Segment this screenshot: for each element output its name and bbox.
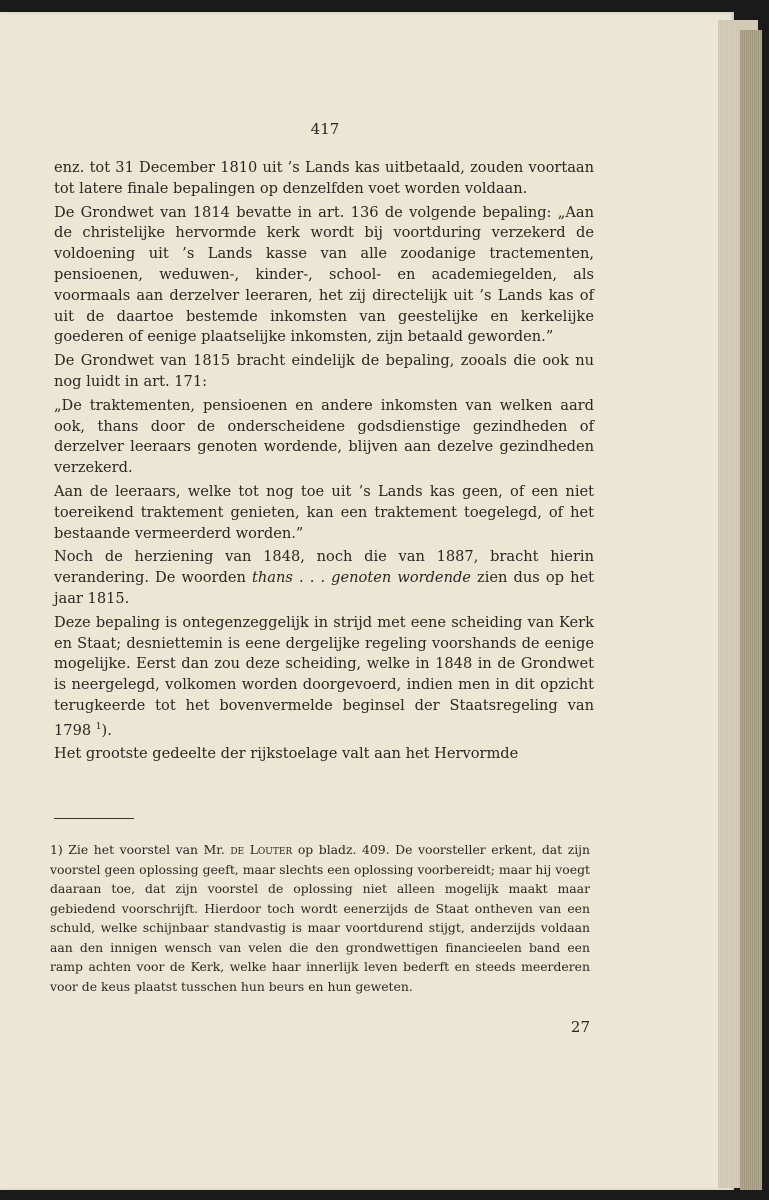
italic-text: thans . . . genoten wordende <box>252 569 471 587</box>
paragraph <box>54 613 594 742</box>
paragraph: enz. tot 31 December 1810 uit ’s Lands kas uitbetaald, zouden voortaan tot latere finale bepalingen op denzelfden voet worden voldaan. <box>54 159 594 197</box>
signature-mark: 27 <box>570 1018 590 1036</box>
footnote-marker: 1) <box>50 842 63 857</box>
text-run: Zie het voorstel van Mr. <box>62 842 231 857</box>
paragraph: De Grondwet van 1815 bracht eindelijk de bepaling, zooals die ook nu nog luidt in art. 171: <box>54 352 594 390</box>
paragraph: Het grootste gedeelte der rijkstoelage valt aan het Hervormde <box>54 745 519 763</box>
page-edge-dark <box>740 30 762 1190</box>
paragraph: De Grondwet van 1814 bevatte in art. 136 de volgende bepaling: „Aan de christelijke hervormde kerk wordt bij voortduring verzekerd de voldoening uit ’s Lands kasse van alle zoodanige tractementen, pensioenen, weduwen-, kinder-, school- en academiegelden, als voormaals aan derzelver leeraren, het zij directelijk uit ’s Lands kas of uit de daartoe bestemde inkomsten van geestelijke en kerkelijke goederen of eenige plaatselijke inkomsten, zijn betaald geworden.” <box>54 203 594 346</box>
footnote <box>50 840 590 996</box>
footnote-divider <box>54 818 134 819</box>
author-name: de Louter <box>230 842 293 857</box>
paragraph <box>54 547 594 609</box>
paragraph: „De traktementen, pensioenen en andere inkomsten van welken aard ook, thans door de onderscheidene godsdienstige gezindheden of derzelver leeraars genoten wordende, blijven aan dezelve gezindheden verzekerd. <box>54 396 594 477</box>
body-text <box>54 158 594 765</box>
text-run: op bladz. 409. De voorsteller erkent, dat zijn voorstel geen oplossing geeft, maar slechts een oplossing voorbereidt; maar hij voegt daaraan toe, dat zijn voorstel de oplossing niet alleen mogelijk maakt maar gebiedend voorschrijft. Hierdoor toch wordt eenerzijds de Staat ontheven van een schuld, welke schijnbaar standvastig is maar voortdurend stijgt, anderzijds voldaan aan den innigen wensch van velen die den grondwettigen financieelen band een ramp achten voor de Kerk, welke haar innerlijk leven bederft en steeds meerderen voor de keus plaatst tusschen hun beurs en hun geweten. <box>50 842 591 994</box>
text-run: Noch de herziening van 1848, noch die van 1887, bracht hierin verandering. De woorden <box>54 548 594 587</box>
text-run: zien dus op het jaar 1815. <box>54 569 594 607</box>
footnote-ref[interactable]: 1 <box>95 721 102 732</box>
footnote-text <box>50 840 590 996</box>
text-run: Deze bepaling is ontegenzeggelijk in strijd met eene scheiding van Kerk en Staat; desniettemin is eene dergelijke regeling voorshands de eenige mogelijke. Eerst dan zou deze scheiding, welke in 1848 in de Grondwet is neergelegd, volkomen worden doorgevoerd, indien men in dit opzicht terugkeerde tot het bovenvermelde beginsel der Staatsregeling van 1798 <box>54 613 594 739</box>
paragraph: Aan de leeraars, welke tot nog toe uit ’s Lands kas geen, of een niet toereikend traktement genieten, kan een traktement toegelegd, of het bestaande vermeerderd worden.” <box>54 482 594 542</box>
page-number: 417 <box>310 120 340 138</box>
text-run: ). <box>101 721 112 739</box>
